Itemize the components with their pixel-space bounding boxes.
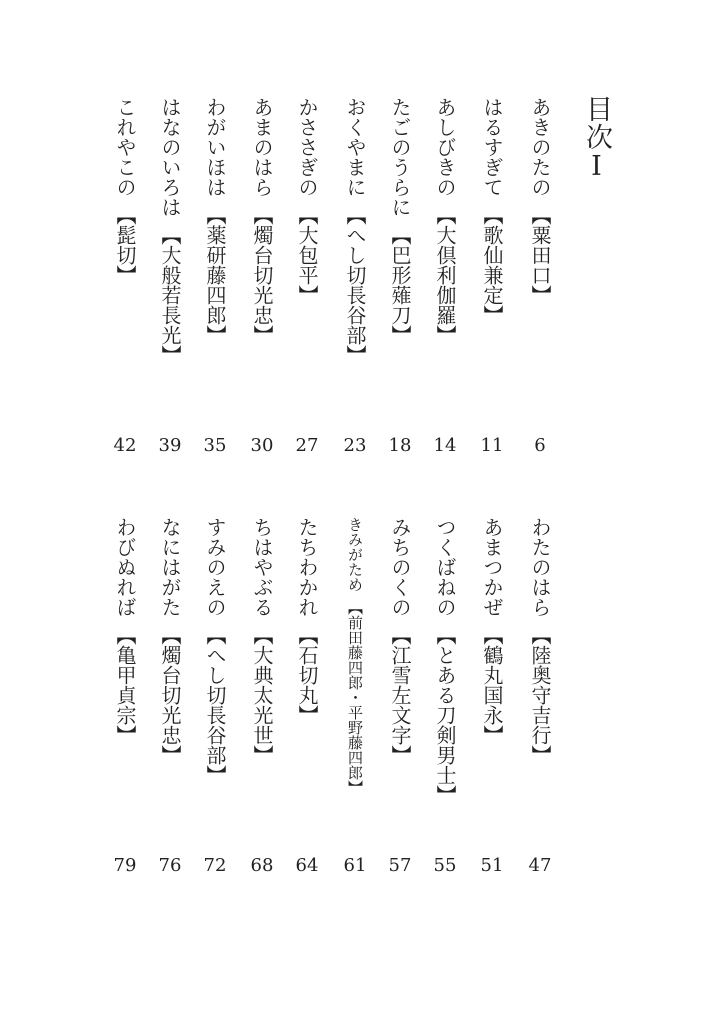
- entry-poem: あまのはら: [250, 97, 274, 197]
- toc-entry[interactable]: [295, 517, 319, 725]
- toc-entry[interactable]: [343, 97, 367, 365]
- entry-sword-name: 【薬研藤四郎】: [203, 205, 227, 345]
- entry-page-number: 42: [113, 435, 137, 456]
- entry-poem: みちのくの: [388, 517, 412, 617]
- entry-poem: わたのはら: [528, 517, 552, 617]
- entry-poem: これやこの: [113, 97, 137, 197]
- toc-entry[interactable]: [113, 97, 137, 285]
- toc-entry[interactable]: [250, 97, 274, 345]
- entry-poem: なにはがた: [158, 517, 182, 617]
- entry-sword-name: 【大般若長光】: [158, 225, 182, 365]
- entry-poem: あしびきの: [433, 97, 457, 197]
- entry-poem: あきのたの: [528, 97, 552, 197]
- entry-page-number: 51: [480, 855, 504, 876]
- entry-poem: わびぬれば: [113, 517, 137, 617]
- toc-entry[interactable]: [433, 97, 457, 345]
- entry-poem: はなのいろは: [158, 97, 182, 217]
- entry-page-number: 35: [203, 435, 227, 456]
- toc-entry[interactable]: [528, 97, 552, 305]
- entry-page-number: 57: [388, 855, 412, 876]
- entry-sword-name: 【大包平】: [295, 205, 319, 305]
- entry-page-number: 39: [158, 435, 182, 456]
- toc-entry[interactable]: [250, 517, 274, 765]
- entry-sword-name: 【前田藤四郎・平野藤四郎】: [346, 600, 364, 795]
- entry-page-number: 14: [433, 435, 457, 456]
- toc-entry[interactable]: [480, 517, 504, 745]
- entry-page-number: 61: [343, 855, 367, 876]
- entry-page-number: 79: [113, 855, 137, 876]
- entry-sword-name: 【燭台切光忠】: [158, 625, 182, 765]
- entry-sword-name: 【髭切】: [113, 205, 137, 285]
- toc-entry[interactable]: [203, 97, 227, 345]
- entry-sword-name: 【江雪左文字】: [388, 625, 412, 765]
- entry-sword-name: 【とある刀剣男士】: [433, 625, 457, 805]
- entry-poem: わがいほは: [203, 97, 227, 197]
- toc-entry[interactable]: [346, 517, 364, 795]
- entry-sword-name: 【陸奥守吉行】: [528, 625, 552, 765]
- entry-page-number: 64: [295, 855, 319, 876]
- toc-entry[interactable]: [388, 517, 412, 765]
- entry-poem: つくばねの: [433, 517, 457, 617]
- entry-poem: きみがため: [346, 517, 364, 592]
- toc-entry[interactable]: [295, 97, 319, 305]
- toc-entry[interactable]: [113, 517, 137, 745]
- entry-sword-name: 【巴形薙刀】: [388, 225, 412, 345]
- entry-page-number: 30: [250, 435, 274, 456]
- entry-sword-name: 【大倶利伽羅】: [433, 205, 457, 345]
- toc-title: 目次Ⅰ: [581, 95, 612, 183]
- entry-sword-name: 【粟田口】: [528, 205, 552, 305]
- toc-entry[interactable]: [158, 97, 182, 365]
- entry-poem: すみのえの: [203, 517, 227, 617]
- entry-page-number: 47: [528, 855, 552, 876]
- entry-poem: たちわかれ: [295, 517, 319, 617]
- entry-page-number: 6: [534, 435, 546, 456]
- toc-entry[interactable]: [433, 517, 457, 805]
- entry-sword-name: 【へし切長谷部】: [343, 205, 367, 365]
- toc-entry[interactable]: [480, 97, 504, 325]
- entry-poem: はるすぎて: [480, 97, 504, 197]
- entry-sword-name: 【燭台切光忠】: [250, 205, 274, 345]
- toc-entry[interactable]: [203, 517, 227, 785]
- entry-page-number: 55: [433, 855, 457, 876]
- entry-poem: ちはやぶる: [250, 517, 274, 617]
- entry-sword-name: 【歌仙兼定】: [480, 205, 504, 325]
- entry-poem: あまつかぜ: [480, 517, 504, 617]
- entry-page-number: 68: [250, 855, 274, 876]
- entry-page-number: 23: [343, 435, 367, 456]
- entry-poem: たごのうらに: [388, 97, 412, 217]
- entry-sword-name: 【亀甲貞宗】: [113, 625, 137, 745]
- toc-entry[interactable]: [528, 517, 552, 765]
- entry-sword-name: 【へし切長谷部】: [203, 625, 227, 785]
- entry-poem: かささぎの: [295, 97, 319, 197]
- entry-page-number: 18: [388, 435, 412, 456]
- entry-page-number: 76: [158, 855, 182, 876]
- toc-entry[interactable]: [388, 97, 412, 345]
- entry-sword-name: 【大典太光世】: [250, 625, 274, 765]
- entry-page-number: 11: [480, 435, 504, 456]
- entry-page-number: 72: [203, 855, 227, 876]
- entry-page-number: 27: [295, 435, 319, 456]
- toc-entry[interactable]: [158, 517, 182, 765]
- entry-poem: おくやまに: [343, 97, 367, 197]
- entry-sword-name: 【石切丸】: [295, 625, 319, 725]
- entry-sword-name: 【鶴丸国永】: [480, 625, 504, 745]
